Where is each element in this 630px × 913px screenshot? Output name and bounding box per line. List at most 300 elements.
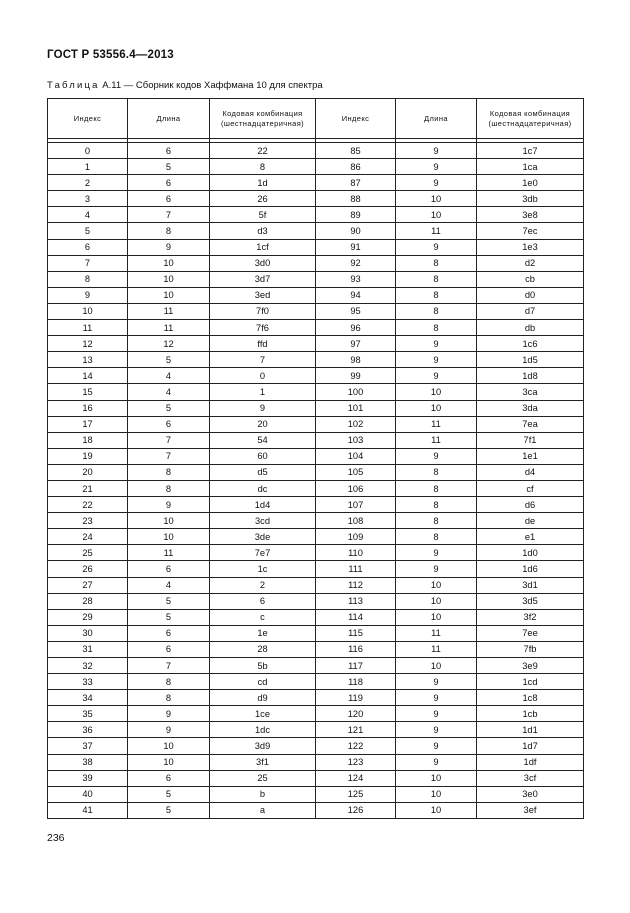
- cell-index-2: 114: [316, 609, 396, 625]
- cell-index: 34: [48, 690, 128, 706]
- table-header: [48, 99, 584, 143]
- cell-index-2: 106: [316, 480, 396, 496]
- cell-length: 5: [128, 609, 210, 625]
- table-row: [48, 143, 584, 159]
- cell-index: 17: [48, 416, 128, 432]
- cell-code: d9: [210, 690, 316, 706]
- column-header-length: Длина: [128, 99, 210, 139]
- cell-code-2: cf: [477, 480, 584, 496]
- cell-length-2: 9: [396, 690, 477, 706]
- cell-index: 28: [48, 593, 128, 609]
- table-row: [48, 577, 584, 593]
- cell-length: 8: [128, 223, 210, 239]
- cell-code-2: 3db: [477, 191, 584, 207]
- column-header-code-2: Кодовая комбинация (шестнадцатеричная): [477, 99, 584, 139]
- cell-code: 3f1: [210, 754, 316, 770]
- table-row: [48, 480, 584, 496]
- cell-index-2: 108: [316, 513, 396, 529]
- table-row: [48, 207, 584, 223]
- cell-index: 4: [48, 207, 128, 223]
- table-body: [48, 143, 584, 819]
- cell-code-2: 1d8: [477, 368, 584, 384]
- table-row: [48, 384, 584, 400]
- table-row: [48, 464, 584, 480]
- cell-index-2: 86: [316, 159, 396, 175]
- table-row: [48, 239, 584, 255]
- cell-index-2: 117: [316, 658, 396, 674]
- cell-code-2: 1d5: [477, 352, 584, 368]
- cell-length: 10: [128, 287, 210, 303]
- header-row: [48, 99, 584, 139]
- cell-length-2: 11: [396, 223, 477, 239]
- table-row: [48, 738, 584, 754]
- cell-code: 3d7: [210, 271, 316, 287]
- cell-code: 2: [210, 577, 316, 593]
- cell-code-2: 1df: [477, 754, 584, 770]
- cell-code: 8: [210, 159, 316, 175]
- cell-index: 8: [48, 271, 128, 287]
- cell-index: 15: [48, 384, 128, 400]
- cell-length: 6: [128, 143, 210, 159]
- cell-length: 7: [128, 448, 210, 464]
- cell-code: ffd: [210, 336, 316, 352]
- cell-index-2: 109: [316, 529, 396, 545]
- cell-index: 18: [48, 432, 128, 448]
- cell-length-2: 10: [396, 577, 477, 593]
- cell-index-2: 111: [316, 561, 396, 577]
- cell-index: 5: [48, 223, 128, 239]
- caption-text: А.11 — Сборник кодов Хаффмана 10 для спектра: [99, 80, 323, 91]
- cell-index: 7: [48, 255, 128, 271]
- cell-index: 3: [48, 191, 128, 207]
- cell-index: 25: [48, 545, 128, 561]
- cell-code: d5: [210, 464, 316, 480]
- cell-length-2: 10: [396, 802, 477, 818]
- cell-code: 54: [210, 432, 316, 448]
- cell-length-2: 11: [396, 641, 477, 657]
- cell-index: 37: [48, 738, 128, 754]
- cell-code-2: 1e0: [477, 175, 584, 191]
- cell-code: b: [210, 786, 316, 802]
- table-row: [48, 561, 584, 577]
- cell-length: 5: [128, 159, 210, 175]
- table-row: [48, 641, 584, 657]
- cell-index-2: 118: [316, 674, 396, 690]
- cell-length-2: 8: [396, 464, 477, 480]
- cell-length-2: 10: [396, 593, 477, 609]
- cell-code: 20: [210, 416, 316, 432]
- cell-code-2: d4: [477, 464, 584, 480]
- cell-length: 8: [128, 464, 210, 480]
- cell-code-2: 3da: [477, 400, 584, 416]
- cell-length-2: 10: [396, 770, 477, 786]
- cell-length-2: 8: [396, 513, 477, 529]
- table-row: [48, 802, 584, 818]
- cell-index: 40: [48, 786, 128, 802]
- cell-length-2: 9: [396, 706, 477, 722]
- cell-code: 3ed: [210, 287, 316, 303]
- cell-length-2: 10: [396, 384, 477, 400]
- cell-length-2: 10: [396, 207, 477, 223]
- cell-code-2: d7: [477, 303, 584, 319]
- table-row: [48, 352, 584, 368]
- cell-index: 11: [48, 320, 128, 336]
- cell-code: 3d9: [210, 738, 316, 754]
- cell-code: 5f: [210, 207, 316, 223]
- cell-code: 6: [210, 593, 316, 609]
- cell-code-2: 1d1: [477, 722, 584, 738]
- cell-code-2: 7fb: [477, 641, 584, 657]
- table-row: [48, 706, 584, 722]
- table-row: [48, 432, 584, 448]
- cell-code-2: 7f1: [477, 432, 584, 448]
- cell-length-2: 8: [396, 255, 477, 271]
- cell-index: 41: [48, 802, 128, 818]
- cell-length: 4: [128, 577, 210, 593]
- cell-code-2: db: [477, 320, 584, 336]
- cell-length: 9: [128, 497, 210, 513]
- table-row: [48, 416, 584, 432]
- cell-code: 3de: [210, 529, 316, 545]
- cell-index-2: 90: [316, 223, 396, 239]
- table-row: [48, 175, 584, 191]
- cell-code-2: 1d6: [477, 561, 584, 577]
- cell-code-2: cb: [477, 271, 584, 287]
- table-row: [48, 786, 584, 802]
- cell-index: 29: [48, 609, 128, 625]
- cell-length: 10: [128, 738, 210, 754]
- cell-index: 12: [48, 336, 128, 352]
- table-row: [48, 625, 584, 641]
- cell-length-2: 8: [396, 529, 477, 545]
- table-row: [48, 368, 584, 384]
- table-row: [48, 271, 584, 287]
- cell-index-2: 92: [316, 255, 396, 271]
- table-row: [48, 336, 584, 352]
- cell-index-2: 126: [316, 802, 396, 818]
- cell-code-2: 1c6: [477, 336, 584, 352]
- cell-length-2: 10: [396, 786, 477, 802]
- page-number: 236: [47, 832, 65, 844]
- cell-code-2: e1: [477, 529, 584, 545]
- cell-length: 12: [128, 336, 210, 352]
- cell-code: 1c: [210, 561, 316, 577]
- cell-index: 20: [48, 464, 128, 480]
- cell-length-2: 10: [396, 658, 477, 674]
- cell-index-2: 125: [316, 786, 396, 802]
- cell-code: 1dc: [210, 722, 316, 738]
- cell-length-2: 8: [396, 303, 477, 319]
- cell-index-2: 119: [316, 690, 396, 706]
- cell-code-2: 3cf: [477, 770, 584, 786]
- cell-length-2: 9: [396, 738, 477, 754]
- cell-index-2: 91: [316, 239, 396, 255]
- cell-length: 6: [128, 416, 210, 432]
- cell-index-2: 101: [316, 400, 396, 416]
- cell-length: 6: [128, 641, 210, 657]
- cell-code: 22: [210, 143, 316, 159]
- cell-code: 9: [210, 400, 316, 416]
- cell-index: 32: [48, 658, 128, 674]
- cell-index: 38: [48, 754, 128, 770]
- cell-code-2: 3d1: [477, 577, 584, 593]
- table-row: [48, 770, 584, 786]
- cell-index-2: 112: [316, 577, 396, 593]
- cell-code-2: d6: [477, 497, 584, 513]
- cell-index-2: 107: [316, 497, 396, 513]
- cell-code: a: [210, 802, 316, 818]
- cell-code: 1d4: [210, 497, 316, 513]
- table-row: [48, 593, 584, 609]
- cell-code-2: 3ef: [477, 802, 584, 818]
- cell-code-2: 7ec: [477, 223, 584, 239]
- table-row: [48, 754, 584, 770]
- cell-index: 1: [48, 159, 128, 175]
- cell-length-2: 9: [396, 175, 477, 191]
- cell-index: 13: [48, 352, 128, 368]
- table-row: [48, 303, 584, 319]
- cell-index-2: 116: [316, 641, 396, 657]
- table-row: [48, 448, 584, 464]
- cell-length: 11: [128, 303, 210, 319]
- cell-length-2: 9: [396, 561, 477, 577]
- table-row: [48, 513, 584, 529]
- cell-length-2: 8: [396, 271, 477, 287]
- column-header-length-2: Длина: [396, 99, 477, 139]
- cell-code: cd: [210, 674, 316, 690]
- cell-length-2: 11: [396, 432, 477, 448]
- document-header: ГОСТ Р 53556.4—2013: [47, 49, 174, 61]
- cell-index-2: 95: [316, 303, 396, 319]
- cell-index: 19: [48, 448, 128, 464]
- cell-length-2: 9: [396, 352, 477, 368]
- cell-length: 5: [128, 593, 210, 609]
- cell-index-2: 113: [316, 593, 396, 609]
- cell-index: 9: [48, 287, 128, 303]
- cell-code-2: 1e1: [477, 448, 584, 464]
- cell-length: 8: [128, 480, 210, 496]
- cell-index-2: 120: [316, 706, 396, 722]
- column-header-code: Кодовая комбинация (шестнадцатеричная): [210, 99, 316, 139]
- table-row: [48, 658, 584, 674]
- cell-code: 7e7: [210, 545, 316, 561]
- cell-length-2: 8: [396, 287, 477, 303]
- cell-length-2: 10: [396, 609, 477, 625]
- cell-code-2: d0: [477, 287, 584, 303]
- cell-index: 22: [48, 497, 128, 513]
- cell-code: 26: [210, 191, 316, 207]
- cell-code-2: 1e3: [477, 239, 584, 255]
- cell-index-2: 105: [316, 464, 396, 480]
- cell-code-2: de: [477, 513, 584, 529]
- cell-code: 3d0: [210, 255, 316, 271]
- cell-code-2: 1d0: [477, 545, 584, 561]
- cell-index-2: 93: [316, 271, 396, 287]
- cell-length: 6: [128, 625, 210, 641]
- cell-length: 9: [128, 706, 210, 722]
- table-row: [48, 545, 584, 561]
- cell-length-2: 11: [396, 416, 477, 432]
- cell-code-2: 1d7: [477, 738, 584, 754]
- cell-code: 1ce: [210, 706, 316, 722]
- cell-length: 7: [128, 658, 210, 674]
- cell-index: 39: [48, 770, 128, 786]
- cell-length: 6: [128, 770, 210, 786]
- table-row: [48, 609, 584, 625]
- cell-length: 5: [128, 352, 210, 368]
- cell-index: 24: [48, 529, 128, 545]
- cell-index: 0: [48, 143, 128, 159]
- cell-length-2: 10: [396, 191, 477, 207]
- cell-code-2: 3f2: [477, 609, 584, 625]
- cell-length: 8: [128, 674, 210, 690]
- cell-code-2: 3d5: [477, 593, 584, 609]
- cell-code: 1cf: [210, 239, 316, 255]
- cell-index: 31: [48, 641, 128, 657]
- cell-length: 5: [128, 786, 210, 802]
- cell-code-2: d2: [477, 255, 584, 271]
- table-row: [48, 191, 584, 207]
- cell-index-2: 100: [316, 384, 396, 400]
- cell-index-2: 96: [316, 320, 396, 336]
- cell-length-2: 10: [396, 400, 477, 416]
- cell-index-2: 115: [316, 625, 396, 641]
- cell-length: 5: [128, 802, 210, 818]
- cell-length: 10: [128, 271, 210, 287]
- cell-index: 26: [48, 561, 128, 577]
- cell-code: dc: [210, 480, 316, 496]
- cell-length: 7: [128, 207, 210, 223]
- cell-length-2: 11: [396, 625, 477, 641]
- table-row: [48, 255, 584, 271]
- cell-index-2: 124: [316, 770, 396, 786]
- cell-length: 5: [128, 400, 210, 416]
- cell-length: 6: [128, 191, 210, 207]
- cell-code-2: 3ca: [477, 384, 584, 400]
- cell-code-2: 1cd: [477, 674, 584, 690]
- cell-length: 6: [128, 561, 210, 577]
- cell-code: 7: [210, 352, 316, 368]
- cell-index-2: 89: [316, 207, 396, 223]
- cell-index: 30: [48, 625, 128, 641]
- cell-length-2: 9: [396, 545, 477, 561]
- cell-code: 1: [210, 384, 316, 400]
- cell-code: 7f0: [210, 303, 316, 319]
- cell-length-2: 9: [396, 674, 477, 690]
- cell-code: 25: [210, 770, 316, 786]
- cell-length-2: 9: [396, 368, 477, 384]
- cell-index: 16: [48, 400, 128, 416]
- cell-index: 23: [48, 513, 128, 529]
- cell-code-2: 1ca: [477, 159, 584, 175]
- cell-length: 9: [128, 722, 210, 738]
- cell-length-2: 8: [396, 320, 477, 336]
- cell-code: 60: [210, 448, 316, 464]
- cell-index: 27: [48, 577, 128, 593]
- cell-length: 10: [128, 754, 210, 770]
- cell-index: 2: [48, 175, 128, 191]
- cell-code: 28: [210, 641, 316, 657]
- table-row: [48, 529, 584, 545]
- cell-index: 35: [48, 706, 128, 722]
- cell-index: 6: [48, 239, 128, 255]
- cell-code: 1e: [210, 625, 316, 641]
- table-row: [48, 223, 584, 239]
- cell-code-2: 3e9: [477, 658, 584, 674]
- cell-index-2: 103: [316, 432, 396, 448]
- cell-code: 3cd: [210, 513, 316, 529]
- cell-length-2: 8: [396, 480, 477, 496]
- cell-index-2: 110: [316, 545, 396, 561]
- cell-length: 4: [128, 368, 210, 384]
- caption-label: Таблица: [47, 80, 100, 91]
- table-row: [48, 690, 584, 706]
- cell-length-2: 9: [396, 143, 477, 159]
- cell-index-2: 122: [316, 738, 396, 754]
- table-row: [48, 400, 584, 416]
- huffman-codebook-table: [47, 98, 584, 819]
- column-header-index: Индекс: [48, 99, 128, 139]
- cell-index: 21: [48, 480, 128, 496]
- cell-length-2: 9: [396, 722, 477, 738]
- cell-index: 33: [48, 674, 128, 690]
- cell-length: 4: [128, 384, 210, 400]
- cell-length: 6: [128, 175, 210, 191]
- cell-code-2: 1c7: [477, 143, 584, 159]
- cell-index-2: 98: [316, 352, 396, 368]
- cell-index-2: 121: [316, 722, 396, 738]
- cell-index-2: 123: [316, 754, 396, 770]
- table-row: [48, 159, 584, 175]
- cell-length-2: 9: [396, 336, 477, 352]
- cell-index-2: 97: [316, 336, 396, 352]
- cell-index-2: 99: [316, 368, 396, 384]
- cell-length-2: 8: [396, 497, 477, 513]
- cell-code-2: 3e8: [477, 207, 584, 223]
- table-row: [48, 497, 584, 513]
- cell-code: d3: [210, 223, 316, 239]
- cell-code: 7f6: [210, 320, 316, 336]
- cell-code-2: 1cb: [477, 706, 584, 722]
- cell-code-2: 7ee: [477, 625, 584, 641]
- cell-index-2: 94: [316, 287, 396, 303]
- cell-length: 10: [128, 513, 210, 529]
- cell-index-2: 104: [316, 448, 396, 464]
- cell-length: 11: [128, 545, 210, 561]
- cell-code: 1d: [210, 175, 316, 191]
- cell-length-2: 9: [396, 448, 477, 464]
- cell-length-2: 9: [396, 754, 477, 770]
- table-row: [48, 320, 584, 336]
- cell-code-2: 1c8: [477, 690, 584, 706]
- cell-code: 5b: [210, 658, 316, 674]
- cell-code: c: [210, 609, 316, 625]
- table-caption: [47, 80, 323, 91]
- cell-index-2: 102: [316, 416, 396, 432]
- cell-index-2: 88: [316, 191, 396, 207]
- cell-code-2: 7ea: [477, 416, 584, 432]
- cell-length-2: 9: [396, 159, 477, 175]
- cell-length: 11: [128, 320, 210, 336]
- table-row: [48, 287, 584, 303]
- cell-length-2: 9: [396, 239, 477, 255]
- cell-code: 0: [210, 368, 316, 384]
- table-row: [48, 674, 584, 690]
- cell-length: 8: [128, 690, 210, 706]
- column-header-index-2: Индекс: [316, 99, 396, 139]
- cell-index-2: 85: [316, 143, 396, 159]
- cell-length: 7: [128, 432, 210, 448]
